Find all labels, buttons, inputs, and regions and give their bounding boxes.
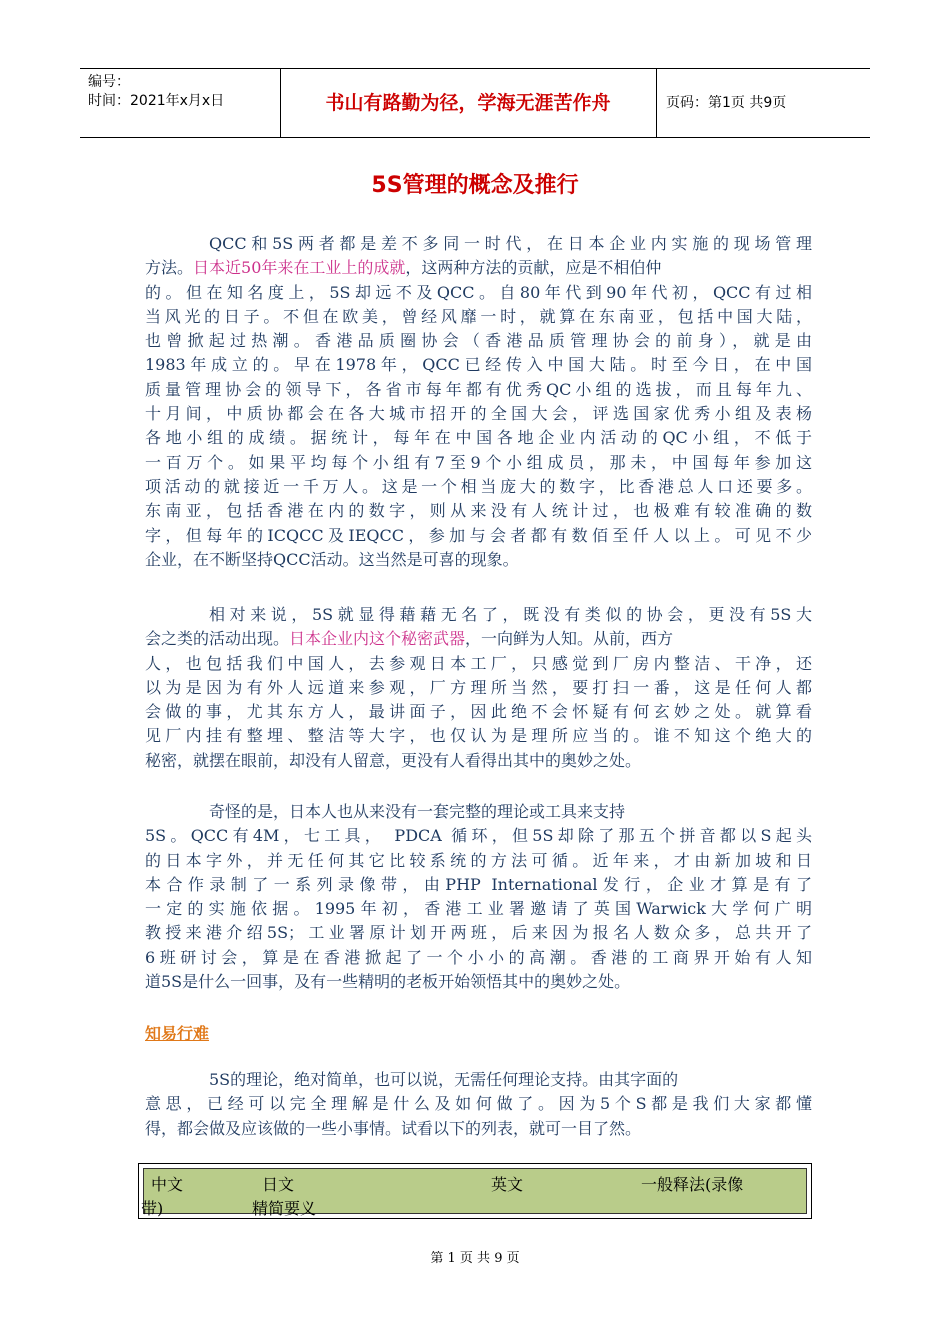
header-page-label: 页码：第1页 共9页 <box>666 95 787 111</box>
paragraph-3 <box>145 800 812 994</box>
page-header <box>80 68 870 138</box>
text-line: 的。但在知名度上，5S却远不及QCC。自80年代到90年代初，QCC有过相 <box>145 282 812 302</box>
text-line: 项活动的就接近一千万人。这是一个相当庞大的数字，比香港总人口还要多。 <box>145 476 812 496</box>
table-header-cell: 日文 <box>262 1175 295 1194</box>
text-line: 5S的理论，绝对简单，也可以说，无需任何理论支持。由其字面的 <box>209 1070 679 1089</box>
text-line: 意思，已经可以完全理解是什么及如何做了。因为5个S都是我们大家都懂 <box>145 1094 812 1114</box>
header-divider <box>656 69 657 137</box>
paragraph-1 <box>145 232 812 572</box>
text-line: 会做的事，尤其东方人，最讲面子，因此绝不会怀疑有何玄妙之处。就算看 <box>145 702 812 722</box>
text-line-mixed: 方法。日本近50年来在工业上的成就，这两种方法的贡献，应是不相伯仲 <box>145 258 662 278</box>
text-line: 质量管理协会的领导下，各省市每年都有优秀QC小组的选拔，而且每年九、 <box>145 379 812 399</box>
text-line: 道5S是什么一回事，及有一些精明的老板开始领悟其中的奥妙之处。 <box>145 972 631 992</box>
text-line: 当风光的日子。不但在欧美，曾经风靡一时，就算在东南亚，包括中国大陆， <box>145 306 812 326</box>
text-line: 1983年成立的。早在1978年，QCC已经传入中国大陆。时至今日，在中国 <box>145 355 812 375</box>
text-line: 得，都会做及应该做的一些小事情。试看以下的列表，就可一目了然。 <box>145 1118 642 1138</box>
text-line: 6班研讨会，算是在香港掀起了一个小小的高潮。香港的工商界开始有人知 <box>145 947 812 967</box>
table-header-cell: 带) <box>141 1199 164 1218</box>
text-line: 人，也包括我们中国人，去参观日本工厂，只感觉到厂房内整洁、干净，还 <box>145 653 812 673</box>
text-line: 教授来港介绍5S；工业署原计划开两班，后来因为报名人数众多，总共开了 <box>145 923 812 943</box>
number-label: 编号： <box>88 74 130 90</box>
text-line: 的日本字外，并无任何其它比较系统的方法可循。近年来，才由新加坡和日 <box>145 850 812 870</box>
text-line: 也曾掀起过热潮。香港品质圈协会（香港品质管理协会的前身），就是由 <box>145 331 812 351</box>
highlighted-phrase: 日本近50年来在工业上的成就 <box>193 258 406 278</box>
text-line: 本合作录制了一系列录像带，由PHP International发行，企业才算是有了 <box>145 874 812 894</box>
document-title: 5S管理的概念及推行 <box>371 173 579 198</box>
text-line: QCC和5S两者都是差不多同一时代，在日本企业内实施的现场管理 <box>209 234 812 253</box>
text-line: 企业，在不断坚持QCC活动。这当然是可喜的现象。 <box>145 549 519 569</box>
table-header-row <box>141 1168 807 1218</box>
comparison-table <box>138 1163 812 1219</box>
header-motto: 书山有路勤为径，学海无涯苦作舟 <box>325 92 611 114</box>
paragraph-2 <box>145 603 812 773</box>
text-line: 奇怪的是，日本人也从来没有一套完整的理论或工具来支持 <box>209 802 626 821</box>
paragraph-4 <box>145 1068 812 1141</box>
header-meta <box>88 73 224 111</box>
text-line: 一定的实施依据。1995年初，香港工业署邀请了英国Warwick大学何广明 <box>145 899 812 919</box>
table-header-cell: 英文 <box>491 1175 524 1194</box>
text-line: 5S。QCC有4M，七工具， PDCA 循环，但5S却除了那五个拼音都以S起头 <box>145 826 812 846</box>
table-header-cell: 精简要义 <box>252 1199 317 1218</box>
page-footer: 第 1 页 共 9 页 <box>430 1251 520 1266</box>
text-line: 以为是因为有外人远道来参观，厂方理所当然，要打扫一番，这是任何人都 <box>145 677 812 697</box>
section-heading: 知易行难 <box>145 1024 210 1043</box>
text-line: 秘密，就摆在眼前，却没有人留意，更没有人看得出其中的奥妙之处。 <box>145 750 642 770</box>
text-line: 各地小组的成绩。据统计，每年在中国各地企业内活动的QC小组，不低于 <box>145 428 812 448</box>
date-label: 时间：2021年x月x日 <box>88 93 225 109</box>
highlighted-phrase: 日本企业内这个秘密武器 <box>289 629 466 649</box>
text-line: 十月间，中质协都会在各大城市招开的全国大会，评选国家优秀小组及表杨 <box>145 404 812 424</box>
text-line: 东南亚，包括香港在内的数字，则从来没有人统计过，也极难有较准确的数 <box>145 501 812 521</box>
text-line: 相对来说，5S就显得藉藉无名了，既没有类似的协会，更没有5S大 <box>209 605 812 624</box>
table-header-cell: 中文 <box>151 1175 184 1194</box>
text-line-mixed: 会之类的活动出现。日本企业内这个秘密武器，一向鲜为人知。从前，西方 <box>145 629 674 649</box>
text-line: 字，但每年的ICQCC及IEQCC，参加与会者都有数佰至仟人以上。可见不少 <box>145 525 812 545</box>
table-header-cell: 一般释法(录像 <box>641 1175 744 1194</box>
text-line: 一百万个。如果平均每个小组有7至9个小组成员，那未，中国每年参加这 <box>145 452 812 472</box>
text-line: 见厂内挂有整埋、整洁等大字，也仅认为是理所应当的。谁不知这个绝大的 <box>145 726 812 746</box>
